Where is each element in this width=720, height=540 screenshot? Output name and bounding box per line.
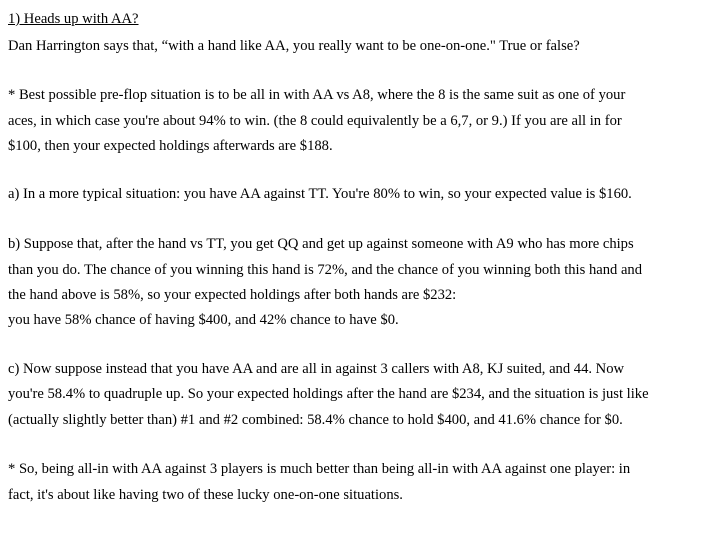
paragraph-c-line-3: (actually slightly better than) #1 and #2 combined: 58.4% chance to hold $400, and 41.6% chance for $0.	[8, 412, 623, 428]
paragraph-b-line-2: than you do. The chance of you winning this hand is 72%, and the chance of you winning both this hand and	[8, 262, 643, 278]
conclusion-line-1: * So, being all-in with AA against 3 players is much better than being all-in with AA against one player: in	[8, 461, 631, 477]
intro-text: Dan Harrington says that, “with a hand like AA, you really want to be one-on-one." True or false?	[8, 38, 580, 54]
page-title: 1) Heads up with AA?	[8, 11, 139, 27]
paragraph-a-line-1: a) In a more typical situation: you have AA against TT. You're 80% to win, so your expected value is $160.	[8, 186, 632, 202]
best-case-line-3: $100, then your expected holdings afterwards are $188.	[8, 138, 333, 154]
best-case-line-1: * Best possible pre-flop situation is to be all in with AA vs A8, where the 8 is the same suit as one of your	[8, 87, 626, 103]
best-case-line-2: aces, in which case you're about 94% to win. (the 8 could equivalently be a 6,7, or 9.) If you are all in for	[8, 113, 622, 129]
conclusion-line-2: fact, it's about like having two of these lucky one-on-one situations.	[8, 487, 403, 503]
paragraph-b-line-3: the hand above is 58%, so your expected holdings after both hands are $232:	[8, 287, 457, 303]
paragraph-c-line-1: c) Now suppose instead that you have AA and are all in against 3 callers with A8, KJ suited, and 44. Now	[8, 361, 625, 377]
paragraph-c-line-2: you're 58.4% to quadruple up. So your expected holdings after the hand are $234, and the situation is just like	[8, 386, 649, 402]
paragraph-b-line-4: you have 58% chance of having $400, and 42% chance to have $0.	[8, 312, 399, 328]
paragraph-b-line-1: b) Suppose that, after the hand vs TT, you get QQ and get up against someone with A9 who has more chips	[8, 236, 634, 252]
